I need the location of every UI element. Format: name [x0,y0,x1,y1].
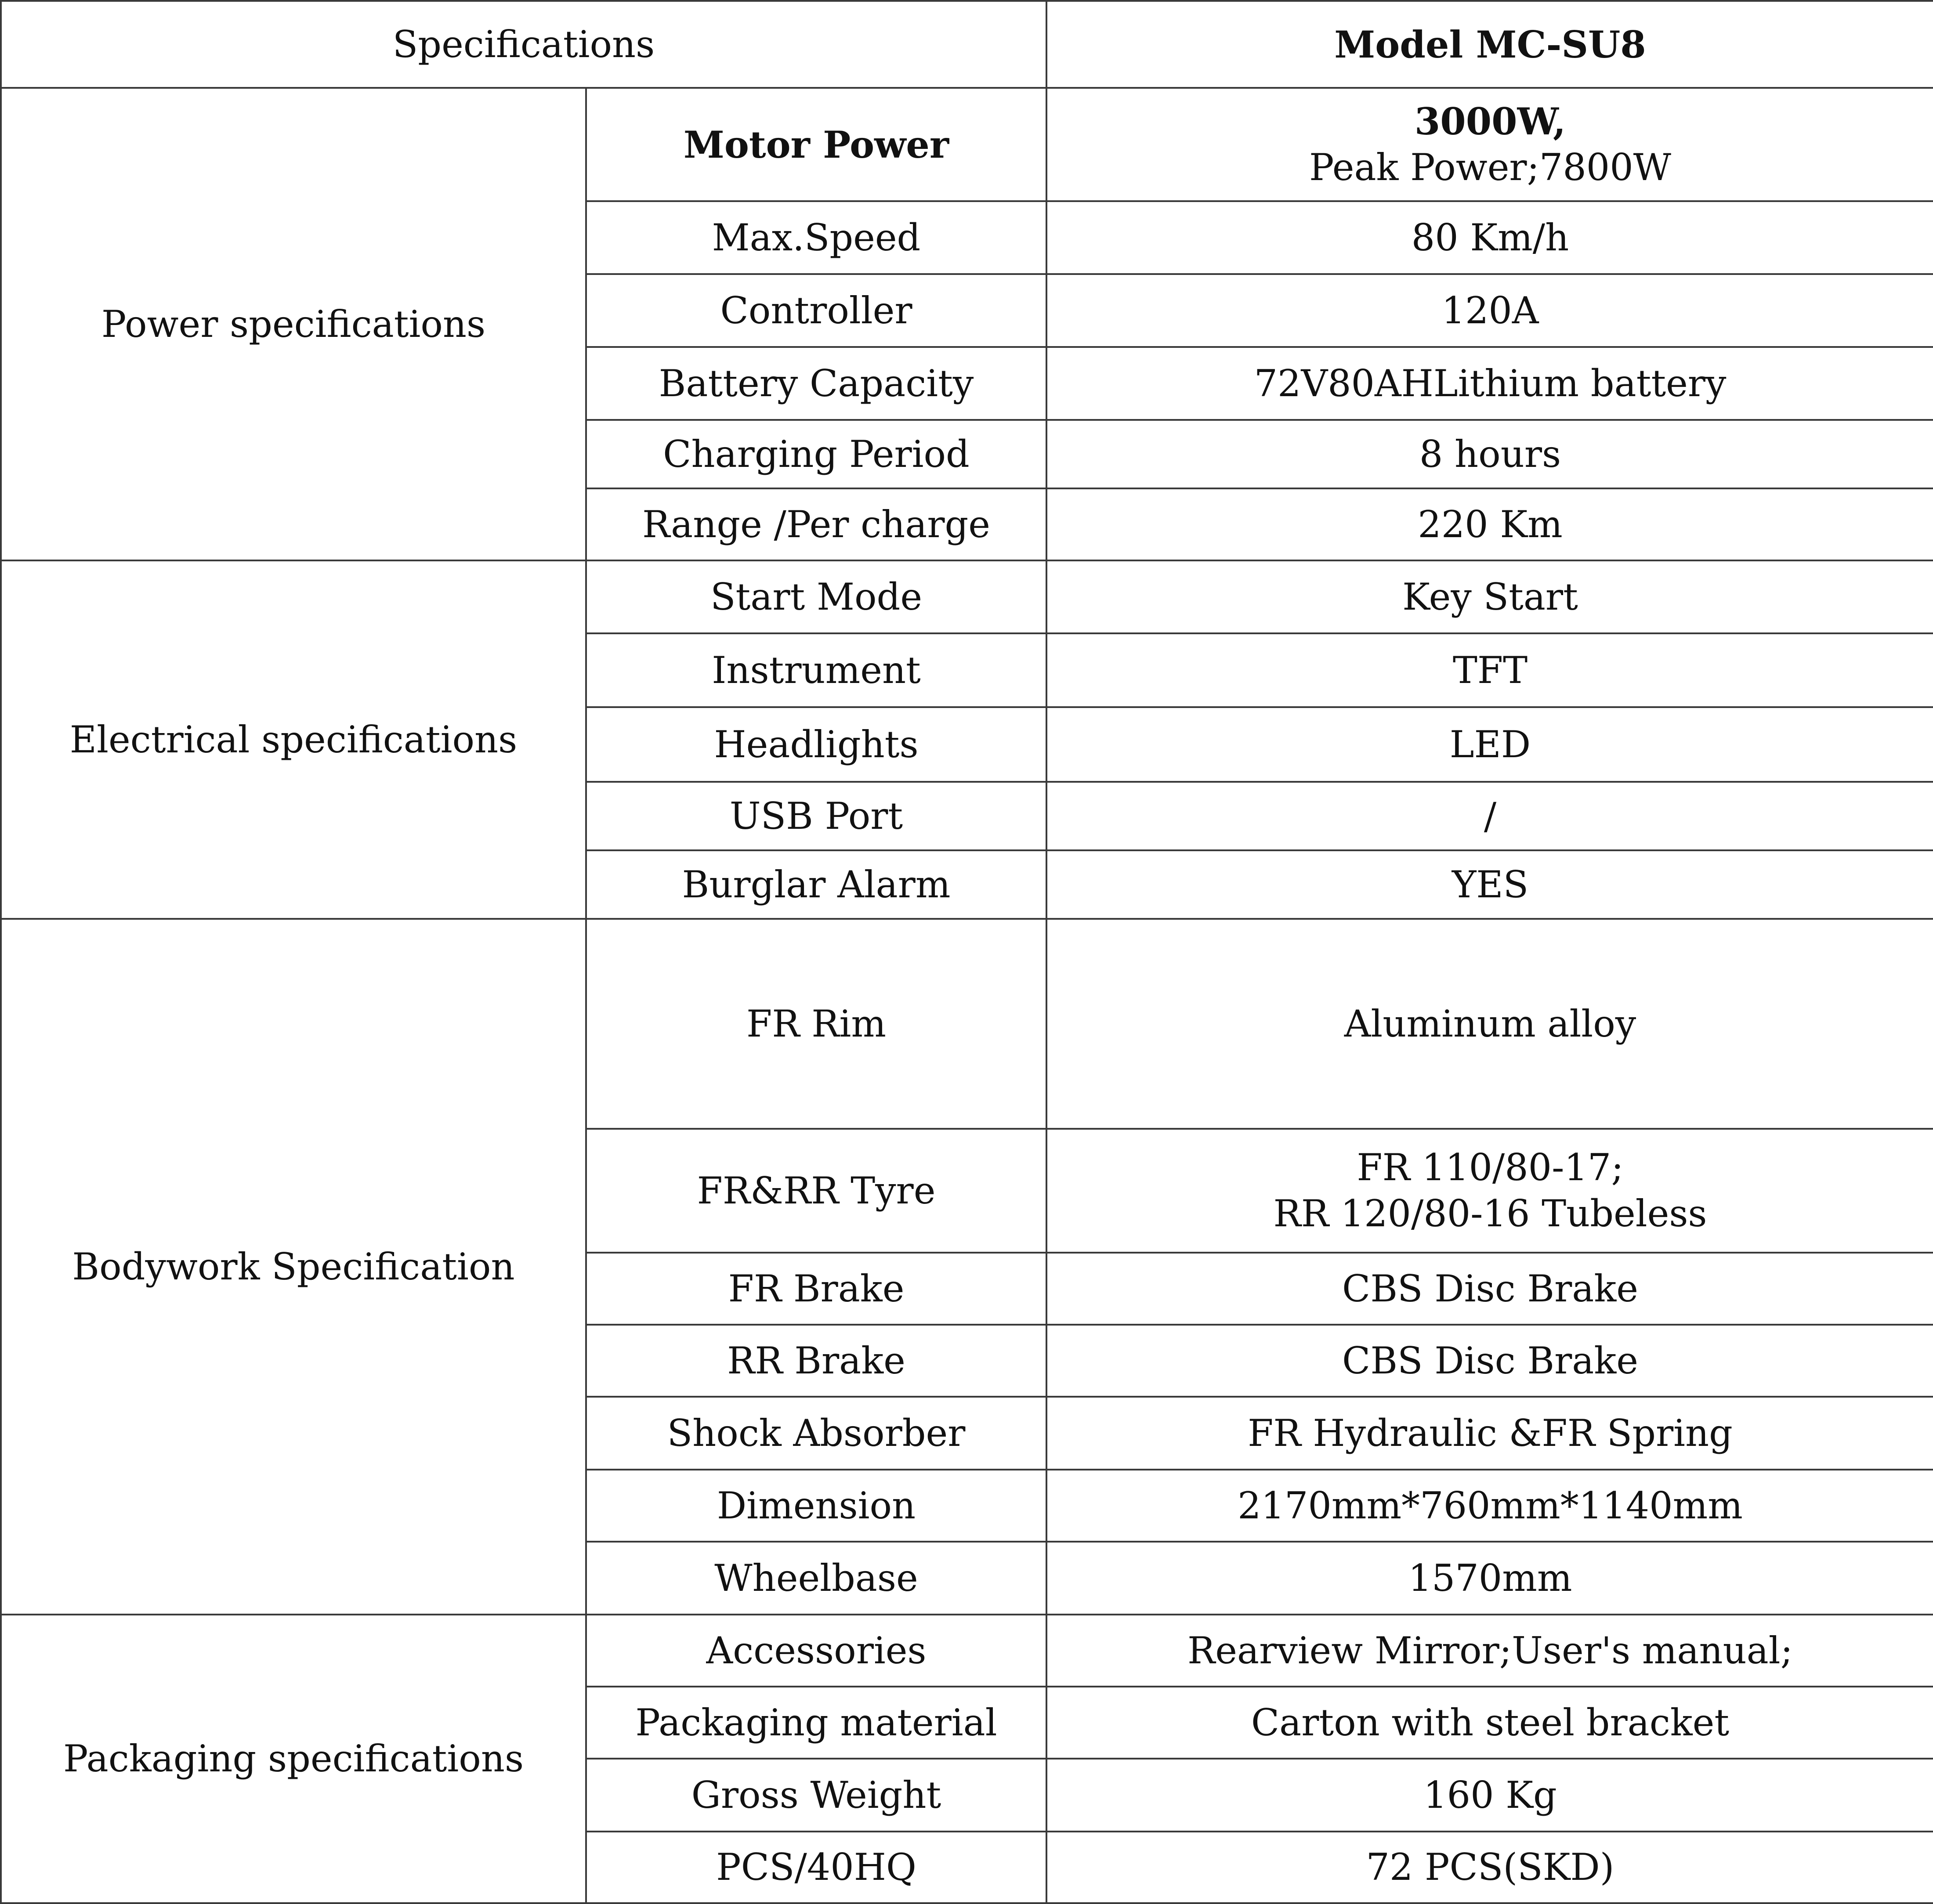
table-row [1,88,1933,201]
spec-name: FR Rim [586,919,1046,1129]
spec-value: LED [1046,707,1933,782]
spec-value: 120A [1046,274,1933,347]
spec-value: 72 PCS(SKD) [1046,1832,1933,1903]
spec-name: PCS/40HQ [586,1832,1046,1903]
spec-value: / [1046,782,1933,850]
spec-name: Charging Period [586,420,1046,488]
spec-value: Rearview Mirror;User's manual; [1046,1615,1933,1687]
spec-name: Motor Power [586,88,1046,201]
spec-value-line: RR 120/80-16 Tubeless [1273,1192,1707,1235]
group-label-power: Power specifications [1,88,586,560]
header-specifications: Specifications [1,1,1046,88]
table-row [1,560,1933,633]
spec-name: FR&RR Tyre [586,1129,1046,1253]
header-model: Model MC-SU8 [1046,1,1933,88]
spec-name: Range /Per charge [586,488,1046,560]
spec-name: Start Mode [586,560,1046,633]
spec-name: Instrument [586,633,1046,707]
spec-name: Wheelbase [586,1542,1046,1615]
spec-value: 1570mm [1046,1542,1933,1615]
spec-value: 160 Kg [1046,1759,1933,1832]
spec-name: Max.Speed [586,201,1046,274]
spec-value [1046,88,1933,201]
spec-name: Shock Absorber [586,1397,1046,1470]
spec-value: FR Hydraulic &FR Spring [1046,1397,1933,1470]
spec-name: Dimension [586,1470,1046,1542]
group-label-bodywork: Bodywork Specification [1,919,586,1615]
group-label-electrical: Electrical specifications [1,560,586,919]
spec-value [1046,1129,1933,1253]
spec-name: USB Port [586,782,1046,850]
spec-value: Key Start [1046,560,1933,633]
spec-value: TFT [1046,633,1933,707]
spec-value: 2170mm*760mm*1140mm [1046,1470,1933,1542]
spec-value: YES [1046,850,1933,919]
table-row [1,919,1933,1129]
spec-name: RR Brake [586,1325,1046,1397]
spec-value-line: FR 110/80-17; [1357,1146,1624,1189]
spec-name: Battery Capacity [586,347,1046,420]
spec-value: 72V80AHLithium battery [1046,347,1933,420]
spec-value: Aluminum alloy [1046,919,1933,1129]
spec-value: 220 Km [1046,488,1933,560]
spec-value: CBS Disc Brake [1046,1325,1933,1397]
spec-value: CBS Disc Brake [1046,1253,1933,1325]
spec-value-line: Peak Power;7800W [1309,146,1671,189]
spec-name: Packaging material [586,1687,1046,1759]
spec-value: Carton with steel bracket [1046,1687,1933,1759]
spec-name: Controller [586,274,1046,347]
spec-value: 8 hours [1046,420,1933,488]
spec-name: FR Brake [586,1253,1046,1325]
spec-value: 80 Km/h [1046,201,1933,274]
header-row [1,1,1933,88]
spec-name: Accessories [586,1615,1046,1687]
spec-name: Burglar Alarm [586,850,1046,919]
spec-name: Gross Weight [586,1759,1046,1832]
group-label-packaging: Packaging specifications [1,1615,586,1903]
spec-value-line: 3000W, [1414,100,1566,143]
spec-name: Headlights [586,707,1046,782]
table-row [1,1615,1933,1687]
